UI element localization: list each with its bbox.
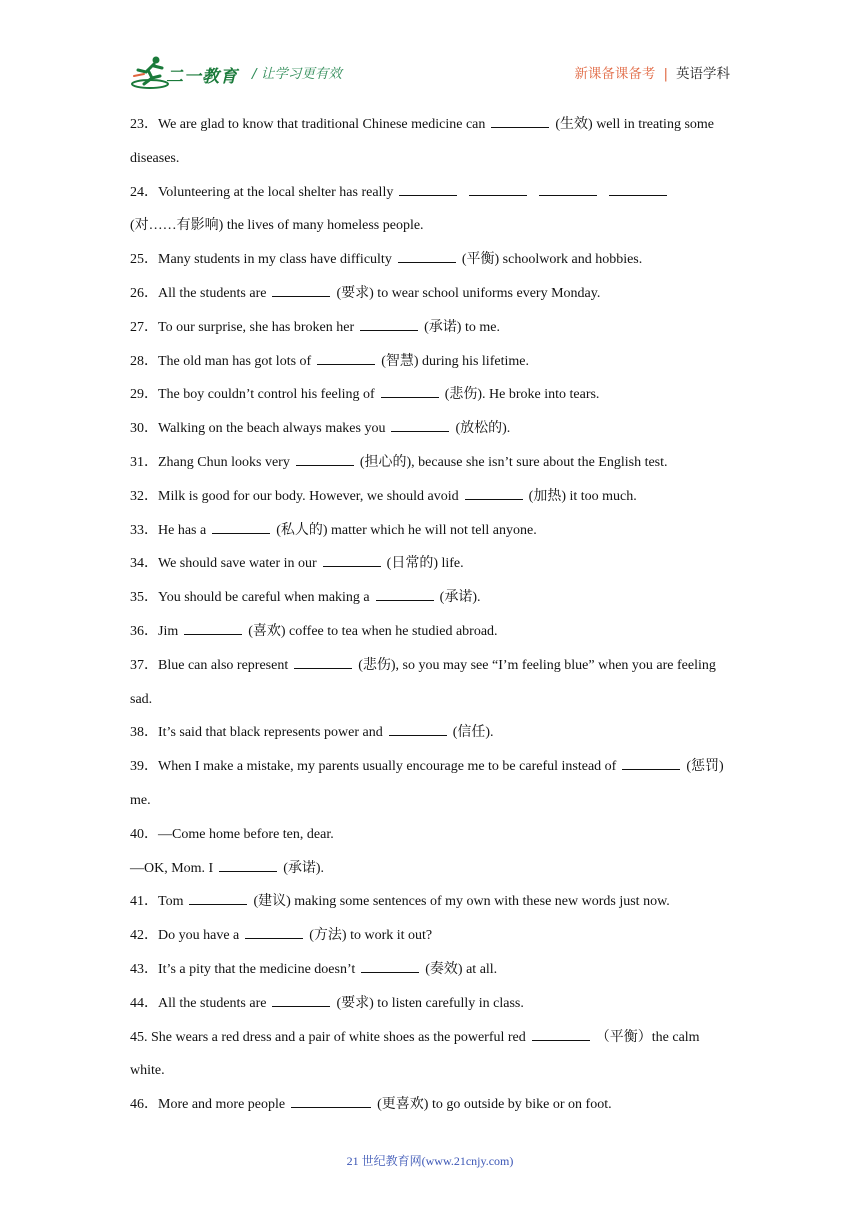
subject-label: 英语学科	[676, 66, 730, 82]
question-32: 32．Milk is good for our body. However, we should avoid (加热) it too much.	[130, 480, 730, 514]
answer-blank[interactable]	[272, 992, 330, 1007]
answer-blank[interactable]	[212, 519, 270, 534]
page-header	[130, 54, 730, 90]
answer-blank[interactable]	[294, 654, 352, 669]
question-24: 24．Volunteering at the local shelter has really (对……有影响) the lives of many homeless people.	[130, 176, 730, 244]
question-45: 45. She wears a red dress and a pair of white shoes as the powerful red （平衡）the calm white.	[130, 1021, 730, 1089]
answer-blank[interactable]	[184, 620, 242, 635]
separator: |	[663, 66, 668, 82]
question-26: 26．All the students are (要求) to wear school uniforms every Monday.	[130, 277, 730, 311]
question-35: 35．You should be careful when making a (承诺).	[130, 581, 730, 615]
header-subject	[574, 62, 730, 82]
question-46: 46．More and more people (更喜欢) to go outside by bike or on foot.	[130, 1088, 730, 1122]
answer-blank[interactable]	[491, 113, 549, 128]
answer-blank[interactable]	[469, 181, 527, 196]
answer-blank[interactable]	[465, 485, 523, 500]
question-39: 39．When I make a mistake, my parents usually encourage me to be careful instead of (惩罚) me.	[130, 750, 730, 818]
course-label: 新课备课备考	[574, 66, 656, 82]
question-40: 40．—Come home before ten, dear. —OK, Mom. I (承诺).	[130, 826, 334, 876]
slogan: / 让学习更有效	[252, 66, 342, 82]
page-footer[interactable]: 21 世纪教育网(www.21cnjy.com)	[346, 1154, 514, 1168]
answer-blank[interactable]	[381, 383, 439, 398]
answer-blank[interactable]	[389, 721, 447, 736]
question-44: 44．All the students are (要求) to listen carefully in class.	[130, 987, 730, 1021]
answer-blank[interactable]	[219, 857, 277, 872]
answer-blank[interactable]	[317, 350, 375, 365]
runner-logo-icon	[130, 54, 170, 90]
question-28: 28．The old man has got lots of (智慧) during his lifetime.	[130, 345, 730, 379]
answer-blank[interactable]	[376, 586, 434, 601]
answer-blank[interactable]	[622, 755, 680, 770]
answer-blank[interactable]	[539, 181, 597, 196]
answer-blank[interactable]	[245, 924, 303, 939]
question-30: 30．Walking on the beach always makes you (放松的).	[130, 412, 730, 446]
answer-blank[interactable]	[609, 181, 667, 196]
answer-blank[interactable]	[189, 890, 247, 905]
logo-text: 二一教育	[166, 67, 238, 87]
answer-blank[interactable]	[291, 1093, 371, 1108]
answer-blank[interactable]	[272, 282, 330, 297]
question-34: 34．We should save water in our (日常的) life.	[130, 547, 730, 581]
question-33: 33．He has a (私人的) matter which he will not tell anyone.	[130, 514, 730, 548]
question-25: 25．Many students in my class have difficulty (平衡) schoolwork and hobbies.	[130, 243, 730, 277]
answer-blank[interactable]	[361, 958, 419, 973]
answer-blank[interactable]	[296, 451, 354, 466]
answer-blank[interactable]	[323, 552, 381, 567]
logo	[130, 54, 242, 90]
question-29: 29．The boy couldn’t control his feeling of (悲伤). He broke into tears.	[130, 378, 730, 412]
question-42: 42．Do you have a (方法) to work it out?	[130, 919, 730, 953]
answer-blank[interactable]	[532, 1026, 590, 1041]
question-38: 38．It’s said that black represents power and (信任).	[130, 716, 730, 750]
question-37: 37．Blue can also represent (悲伤), so you may see “I’m feeling blue” when you are feeling sad.	[130, 649, 730, 717]
question-31: 31．Zhang Chun looks very (担心的), because she isn’t sure about the English test.	[130, 446, 730, 480]
answer-blank[interactable]	[360, 316, 418, 331]
question-23: 23．We are glad to know that traditional Chinese medicine can (生效) well in treating some diseases.	[130, 108, 730, 176]
question-43: 43．It’s a pity that the medicine doesn’t (奏效) at all.	[130, 953, 730, 987]
answer-blank[interactable]	[399, 181, 457, 196]
question-27: 27．To our surprise, she has broken her (承诺) to me.	[130, 311, 730, 345]
question-list	[130, 108, 730, 1122]
answer-blank[interactable]	[398, 248, 456, 263]
answer-blank[interactable]	[391, 417, 449, 432]
question-41: 41．Tom (建议) making some sentences of my own with these new words just now.	[130, 885, 730, 919]
question-36: 36．Jim (喜欢) coffee to tea when he studied abroad.	[130, 615, 730, 649]
